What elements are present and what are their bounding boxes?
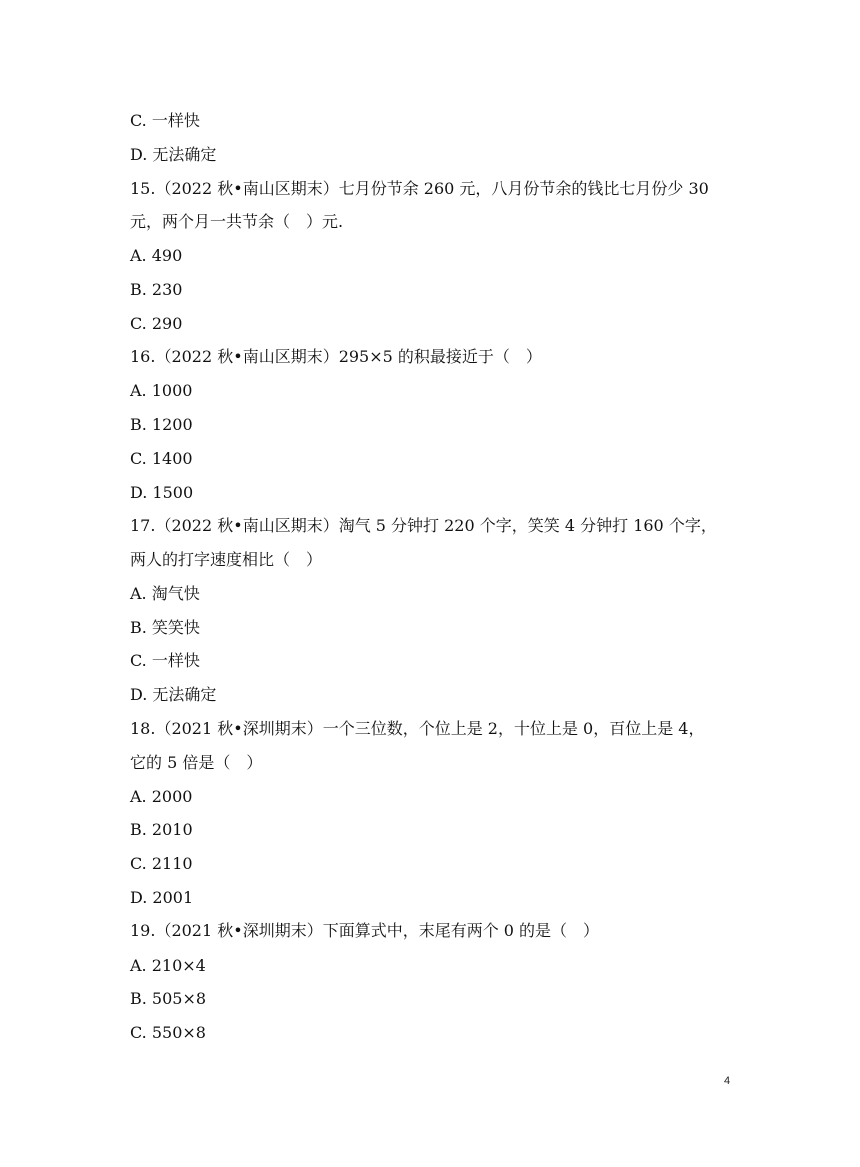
question-18-line-2: 它的 5 倍是（ ） bbox=[130, 753, 263, 772]
option-b-q15: B. 230 bbox=[130, 280, 183, 299]
option-d-q14: D. 无法确定 bbox=[130, 145, 217, 164]
option-d-q16: D. 1500 bbox=[130, 483, 194, 502]
option-c-q18: C. 2110 bbox=[130, 854, 193, 873]
question-16: 16.（2022 秋•南山区期末）295×5 的积最接近于（ ） bbox=[130, 347, 542, 366]
option-b-q16: B. 1200 bbox=[130, 415, 193, 434]
question-15-line-1: 15.（2022 秋•南山区期末）七月份节余 260 元，八月份节余的钱比七月份少 30 bbox=[130, 179, 709, 198]
question-17-line-1: 17.（2022 秋•南山区期末）淘气 5 分钟打 220 个字，笑笑 4 分钟打 160 个字， bbox=[130, 516, 717, 535]
question-19: 19.（2021 秋•深圳期末）下面算式中，末尾有两个 0 的是（ ） bbox=[130, 921, 600, 940]
option-a-q19: A. 210×4 bbox=[130, 956, 206, 975]
option-c-q15: C. 290 bbox=[130, 314, 183, 333]
question-17-line-2: 两人的打字速度相比（ ） bbox=[130, 550, 323, 569]
option-c-q14: C. 一样快 bbox=[130, 111, 200, 130]
option-a-q16: A. 1000 bbox=[130, 381, 193, 400]
option-c-q16: C. 1400 bbox=[130, 449, 193, 468]
question-15-line-2: 元，两个月一共节余（ ）元. bbox=[130, 212, 344, 231]
option-c-q17: C. 一样快 bbox=[130, 651, 200, 670]
option-c-q19: C. 550×8 bbox=[130, 1023, 206, 1042]
question-18-line-1: 18.（2021 秋•深圳期末）一个三位数，个位上是 2，十位上是 0，百位上是 4， bbox=[130, 719, 705, 738]
option-b-q19: B. 505×8 bbox=[130, 989, 207, 1008]
option-a-q15: A. 490 bbox=[130, 246, 183, 265]
option-d-q17: D. 无法确定 bbox=[130, 685, 217, 704]
page-number: 4 bbox=[724, 1075, 731, 1087]
option-a-q17: A. 淘气快 bbox=[130, 584, 200, 603]
option-b-q17: B. 笑笑快 bbox=[130, 618, 200, 637]
option-a-q18: A. 2000 bbox=[130, 787, 193, 806]
option-b-q18: B. 2010 bbox=[130, 820, 193, 839]
option-d-q18: D. 2001 bbox=[130, 888, 194, 907]
